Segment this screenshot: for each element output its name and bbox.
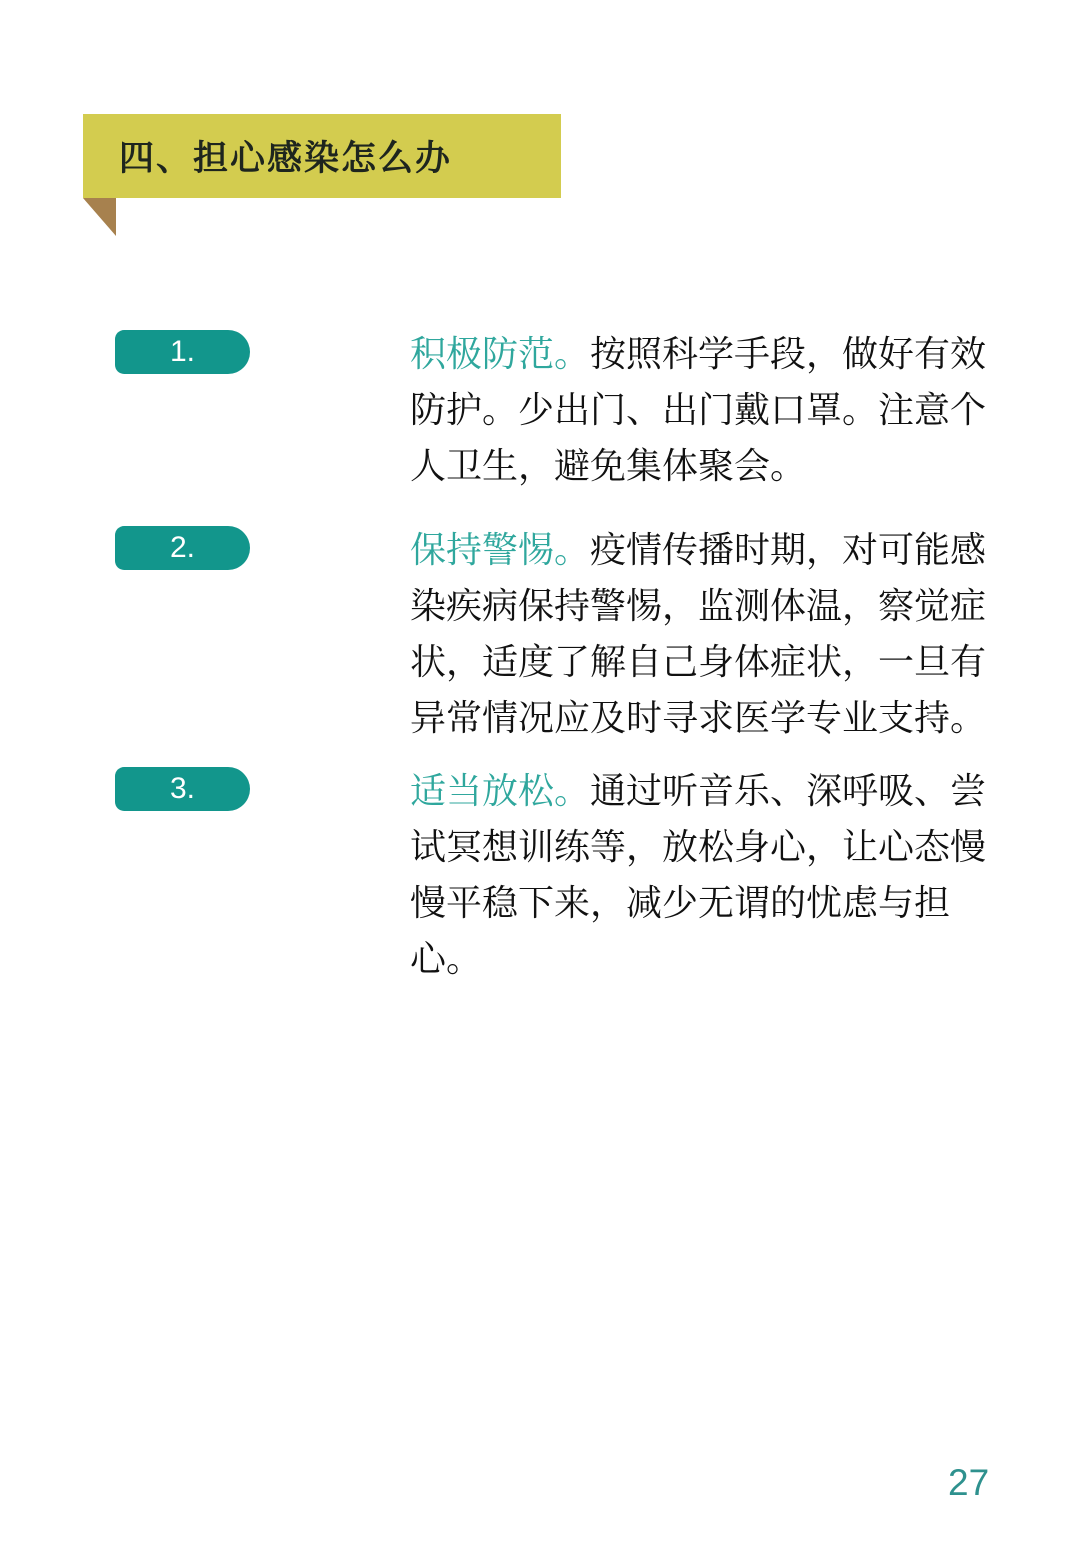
item-number: 3. (169, 772, 196, 805)
item-body-text: 通过听音乐、深呼吸、尝试冥想训练等，放松身心，让心态慢慢平稳下来，减少无谓的忧虑与担心。 (410, 770, 987, 979)
item-paragraph (410, 326, 998, 494)
item-lead-text: 积极防范。 (410, 333, 591, 374)
item-number-badge (115, 767, 250, 811)
item-paragraph (410, 763, 998, 987)
page-number: 27 (948, 1462, 990, 1503)
item-lead-text: 保持警惕。 (410, 529, 591, 570)
item-number: 1. (169, 335, 196, 368)
item-number-badge (115, 526, 250, 570)
item-body-text: 疫情传播时期，对可能感染疾病保持警惕，监测体温，察觉症状，适度了解自己身体症状，一旦有异常情况应及时寻求医学专业支持。 (410, 529, 987, 738)
banner-fold-decoration (83, 198, 116, 236)
item-lead-text: 适当放松。 (410, 770, 591, 811)
item-body-text: 按照科学手段，做好有效防护。少出门、出门戴口罩。注意个人卫生，避免集体聚会。 (410, 333, 987, 486)
section-title: 四、担心感染怎么办 (119, 139, 453, 178)
section-banner (83, 114, 561, 198)
item-number: 2. (169, 531, 196, 564)
item-paragraph (410, 522, 998, 746)
item-number-badge (115, 330, 250, 374)
